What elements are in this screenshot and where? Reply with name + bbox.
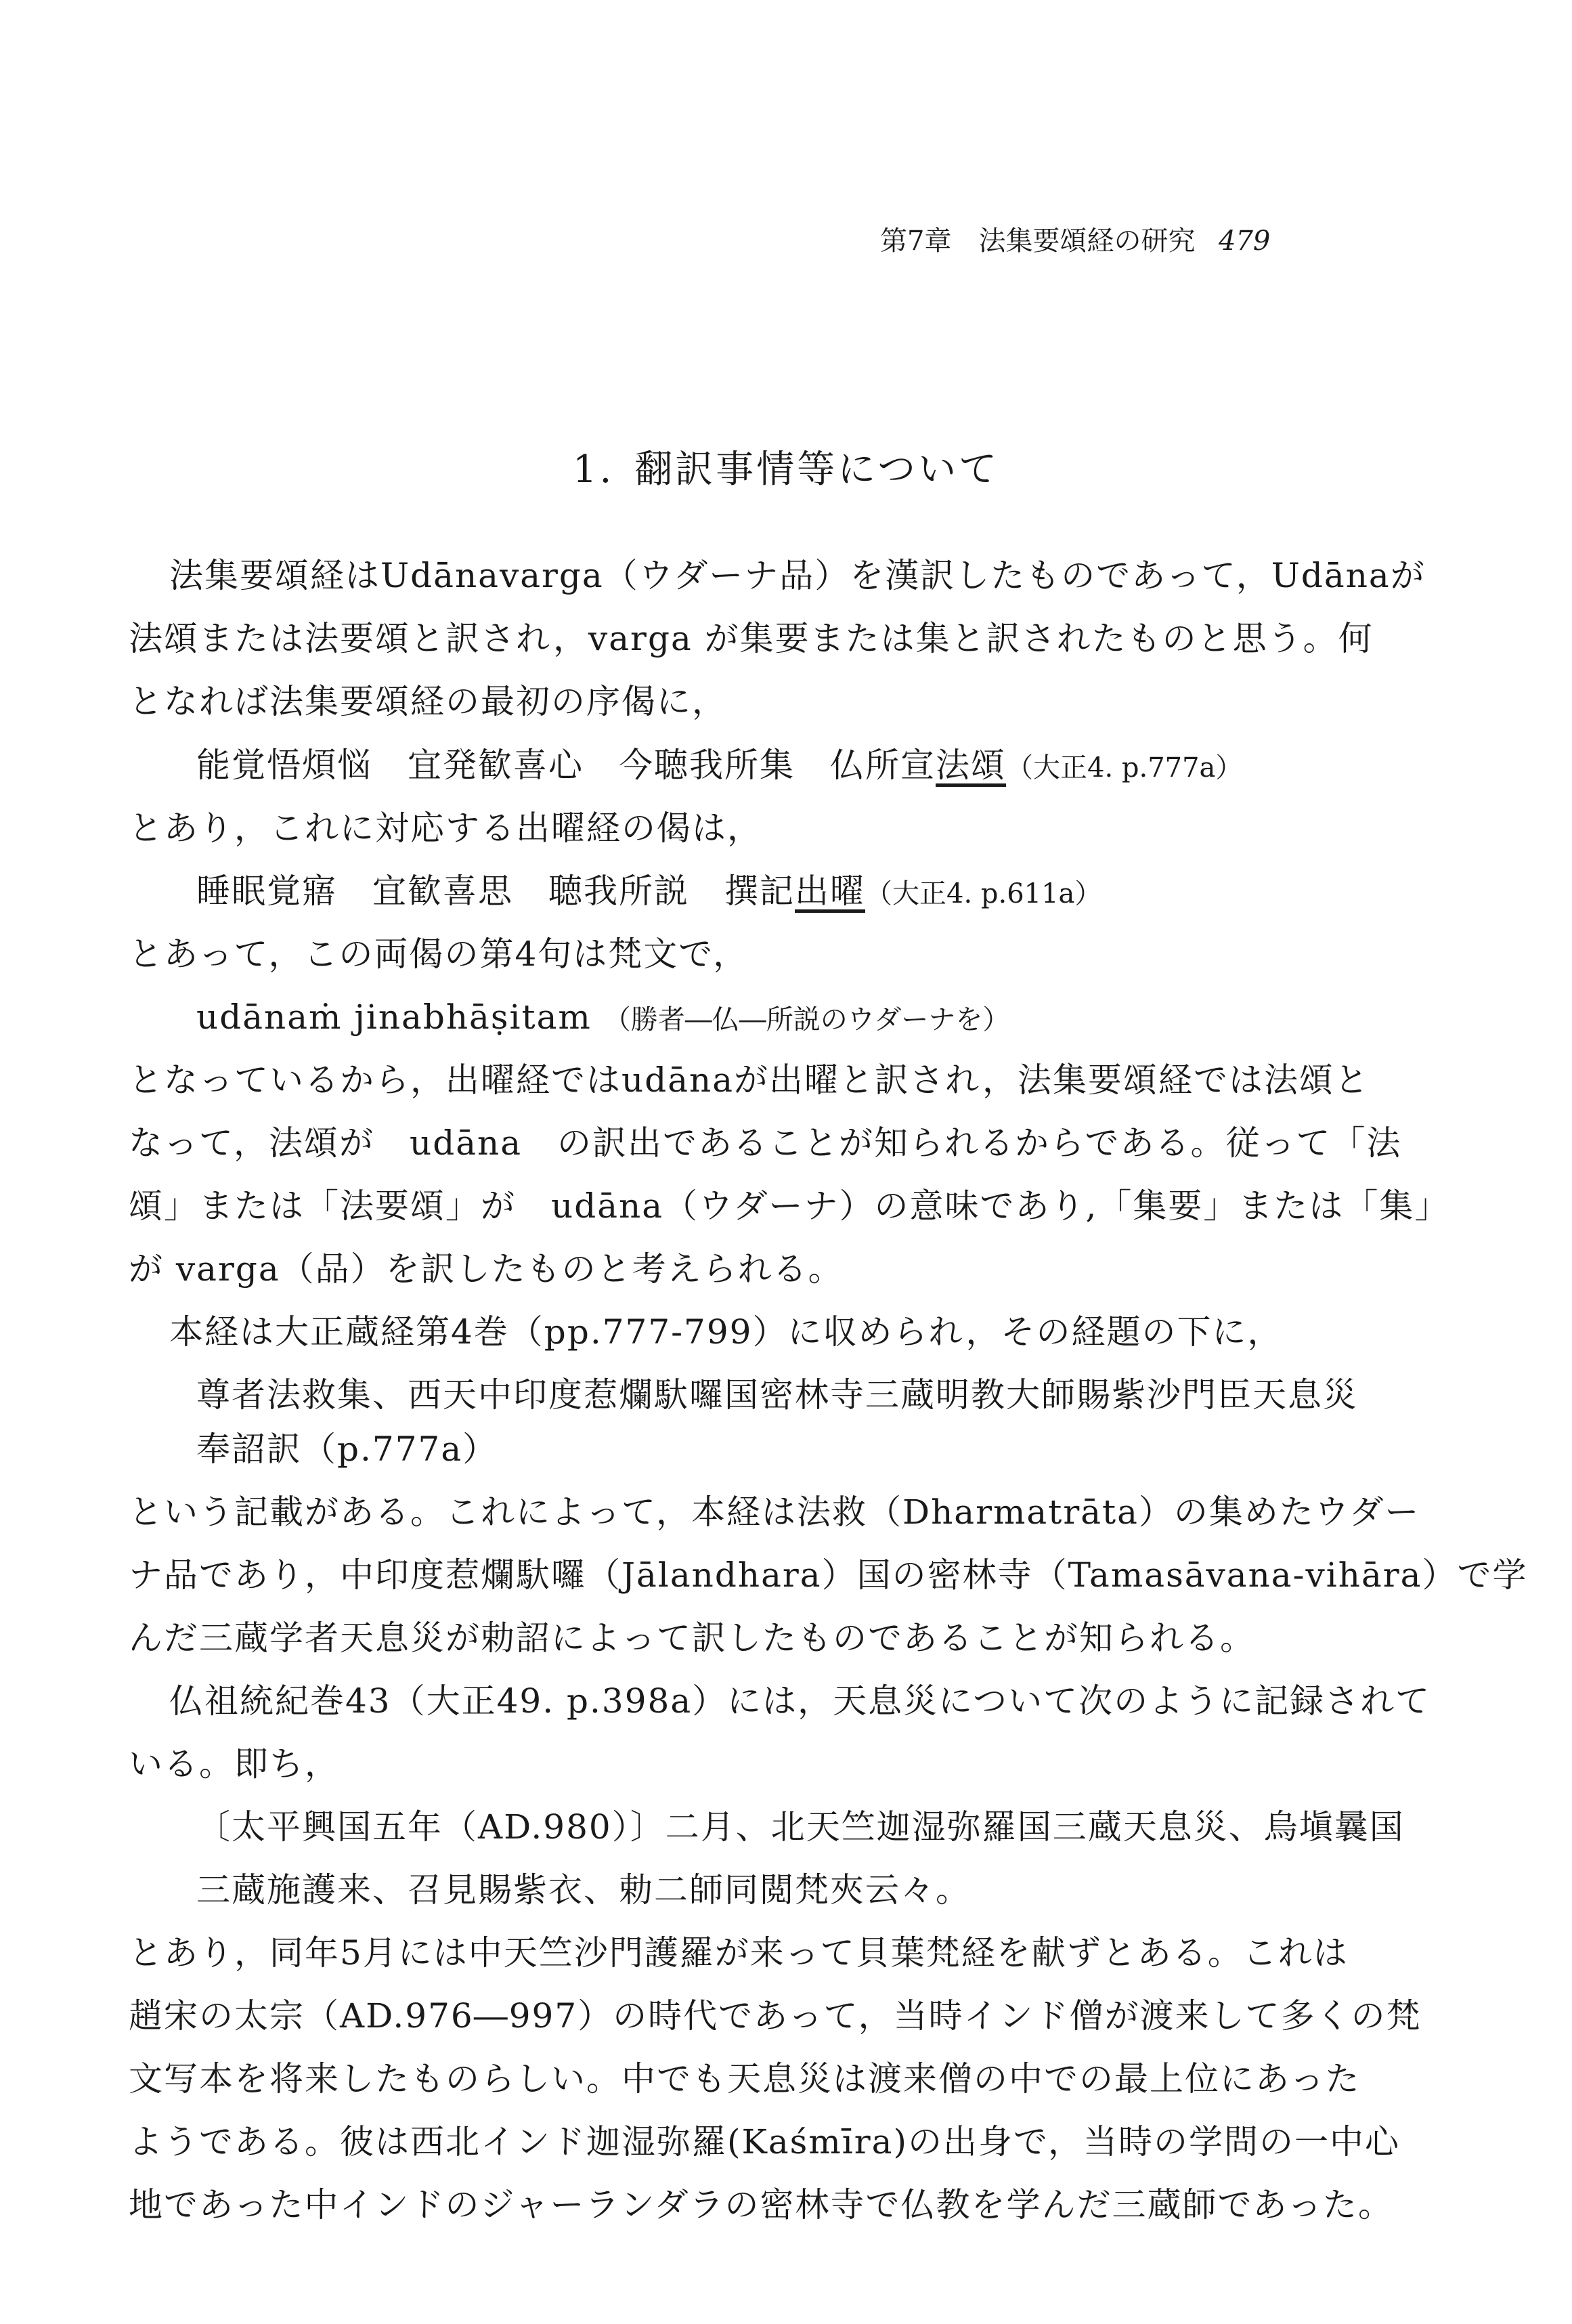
verse-line <box>196 983 1313 1051</box>
verse-text: 能覚悟煩悩 宜発歓喜心 今聴我所集 仏所宣 <box>196 746 936 785</box>
quote-line: 奉詔訳（p.777a） <box>196 1429 498 1469</box>
section-heading <box>0 443 1572 497</box>
section-number: 1. <box>572 448 615 492</box>
quote-line: 三蔵施護来、召見賜紫衣、勅二師同閲梵夾云々。 <box>196 1870 971 1910</box>
text-line: となっているから，出曜経ではudānaが出曜と訳され，法集要頌経では法頌と <box>129 1060 1370 1100</box>
text-line: 文写本を将来したものらしい。中でも天息災は渡来僧の中での最上位にあった <box>129 2059 1361 2099</box>
text-line: 法頌または法要頌と訳され，varga が集要または集と訳されたものと思う。何 <box>129 619 1374 658</box>
quote-line: 尊者法救集、西天中印度惹爛馱囉国密林寺三蔵明教大師賜紫沙門臣天息災 <box>196 1375 1358 1415</box>
text-line: が varga（品）を訳したものと考えられる。 <box>129 1249 844 1289</box>
text-line: とあり，これに対応する出曜経の偈は， <box>129 809 762 848</box>
underlined-term: 法頌 <box>936 746 1006 785</box>
text-line: 趙宋の太宗（AD.976―997）の時代であって，当時インド僧が渡来して多くの梵 <box>129 1996 1422 2036</box>
text-line: 地であった中インドのジャーランダラの密林寺で仏教を学んだ三蔵師であった。 <box>129 2185 1393 2224</box>
quote-line: 〔太平興国五年（AD.980）〕二月、北天竺迦湿弥羅国三蔵天息災、烏塡曩国 <box>196 1807 1405 1847</box>
verse-line <box>196 857 1313 925</box>
sanskrit-text: udānaṁ jinabhāṣitam <box>196 997 604 1037</box>
text-line: 頌」または「法要頌」が udāna（ウダーナ）の意味であり,「集要」または「集」 <box>129 1186 1450 1226</box>
citation: （大正4. p.611a） <box>865 878 1102 909</box>
citation: （勝者―仏―所説のウダーナを） <box>603 1004 1010 1035</box>
text-line: 法集要頌経はUdānavarga（ウダーナ品）を漢訳したものであって，Udānaが <box>169 556 1426 595</box>
text-line: いる。即ち， <box>129 1744 340 1784</box>
text-line: んだ三蔵学者天息災が勅詔によって訳したものであることが知られる。 <box>129 1618 1255 1658</box>
text-line: ナ品であり，中印度惹爛馱囉（Jālandhara）国の密林寺（Tamasāvana-vihāra）で学 <box>129 1555 1528 1595</box>
verse-text: 睡眠覚寤 宜歓喜思 聴我所説 撰記 <box>196 872 795 911</box>
text-line: となれば法集要頌経の最初の序偈に， <box>129 682 727 721</box>
chapter-title: 第7章 法集要頌経の研究 <box>880 225 1196 257</box>
text-line: ようである。彼は西北インド迦湿弥羅(Kaśmīra)の出身で，当時の学問の一中心 <box>129 2122 1400 2161</box>
text-line: なって，法頌が udāna の訳出であることが知られるからである。従って「法 <box>129 1123 1402 1163</box>
underlined-term: 出曜 <box>795 872 865 911</box>
text-line: 本経は大正蔵経第4巻（pp.777-799）に収められ，その経題の下に， <box>169 1312 1283 1352</box>
text-line: という記載がある。これによって，本経は法救（Dharmatrāta）の集めたウダー <box>129 1492 1420 1532</box>
running-header <box>799 221 1381 261</box>
section-title: 翻訳事情等について <box>634 448 1000 492</box>
verse-line <box>196 731 1313 799</box>
citation: （大正4. p.777a） <box>1006 752 1243 783</box>
text-line: 仏祖統紀巻43（大正49. p.398a）には，天息災について次のように記録されて <box>169 1681 1431 1721</box>
text-line: とあって，この両偈の第4句は梵文で， <box>129 934 749 974</box>
page-number: 479 <box>1219 225 1271 257</box>
text-line: とあり，同年5月には中天竺沙門護羅が来って貝葉梵経を献ずとある。これは <box>129 1933 1349 1973</box>
